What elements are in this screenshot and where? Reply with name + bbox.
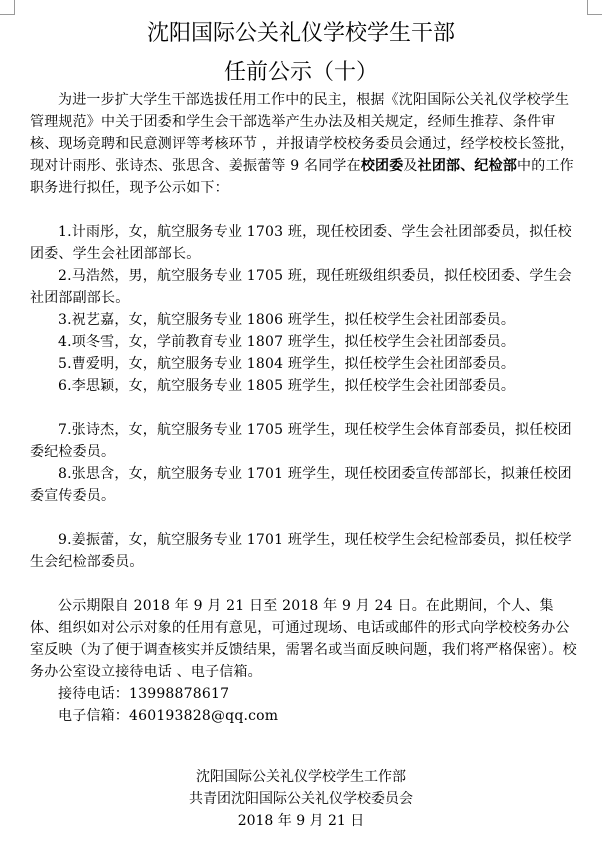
intro-text-part3: 中的工作职务进行拟任，现予公示如下：	[30, 158, 574, 196]
document-title-line1: 沈阳国际公关礼仪学校学生干部	[146, 21, 455, 46]
intro-paragraph	[30, 89, 578, 199]
intro-bold-departments: 社团部、纪检部	[417, 158, 518, 174]
list-item-9: 9.姜振蕾，女，航空服务专业 1701 班学生，现任校学生会纪检部委员，拟任校学生会纪检部委员。	[30, 532, 572, 570]
list-item-4: 4.项冬雪，女，学前教育专业 1807 班学生，拟任校学生会社团部委员。	[58, 334, 516, 350]
list-item-1: 1.计雨彤，女，航空服务专业 1703 班，现任校团委、学生会社团部委员，拟任校团委、学生会社团部部长。	[30, 224, 572, 262]
page-corner-mark-right	[587, 0, 602, 15]
signature-date: 2018 年 9 月 21 日	[237, 813, 365, 829]
list-item-6: 6.李思颖，女，航空服务专业 1805 班学生，拟任校学生会社团部委员。	[58, 378, 516, 394]
list-item-8: 8.张思含，女，航空服务专业 1701 班学生，现任校团委宣传部部长，拟兼任校团委宣传委员。	[30, 466, 572, 504]
intro-text-part1: 为进一步扩大学生干部选拔任用工作中的民主，根据《沈阳国际公关礼仪学校学生管理规范》中关于团委和学生会干部选举产生办法及相关规定，经师生推荐、条件审核、现场竞聘和民意测评等考核环节 ，并报请学校校务委员会通过，经学校校长签批，现对计雨彤、张诗杰、张思含、姜振蕾等 9 名同学在	[30, 92, 575, 174]
signature-org-student-affairs: 沈阳国际公关礼仪学校学生工作部	[196, 769, 406, 785]
email-line: 电子信箱：460193828@qq.com	[58, 708, 279, 724]
signature-org-youth-league: 共青团沈阳国际公关礼仪学校委员会	[189, 791, 413, 807]
list-item-2: 2.马浩然，男，航空服务专业 1705 班，现任班级组织委员，拟任校团委、学生会社团部副部长。	[30, 268, 572, 306]
phone-line: 接待电话：13998878617	[58, 686, 230, 702]
list-item-3: 3.祝艺嘉，女，航空服务专业 1806 班学生，拟任校学生会社团部委员。	[58, 312, 516, 328]
notice-paragraph: 公示期限自 2018 年 9 月 21 日至 2018 年 9 月 24 日。在此期间，个人、集体、组织如对公示对象的任用有意见，可通过现场、电话或邮件的形式向学校校务办公室反映（为了便于调查核实并反馈结果，需署名或当面反映问题，我们将严格保密）。校务办公室设立接待电话 、电子信箱。	[30, 598, 577, 680]
intro-bold-youth-league: 校团委	[360, 158, 404, 174]
list-item-7: 7.张诗杰，女，航空服务专业 1705 班学生，现任校学生会体育部委员，拟任校团委纪检委员。	[30, 422, 572, 460]
intro-text-part2: 及	[403, 158, 418, 174]
document-title-line2: 任前公示（十）	[223, 60, 378, 85]
page-corner-mark-left	[0, 0, 15, 15]
list-item-5: 5.曹爱明，女，航空服务专业 1804 班学生，拟任校学生会社团部委员。	[58, 356, 516, 372]
